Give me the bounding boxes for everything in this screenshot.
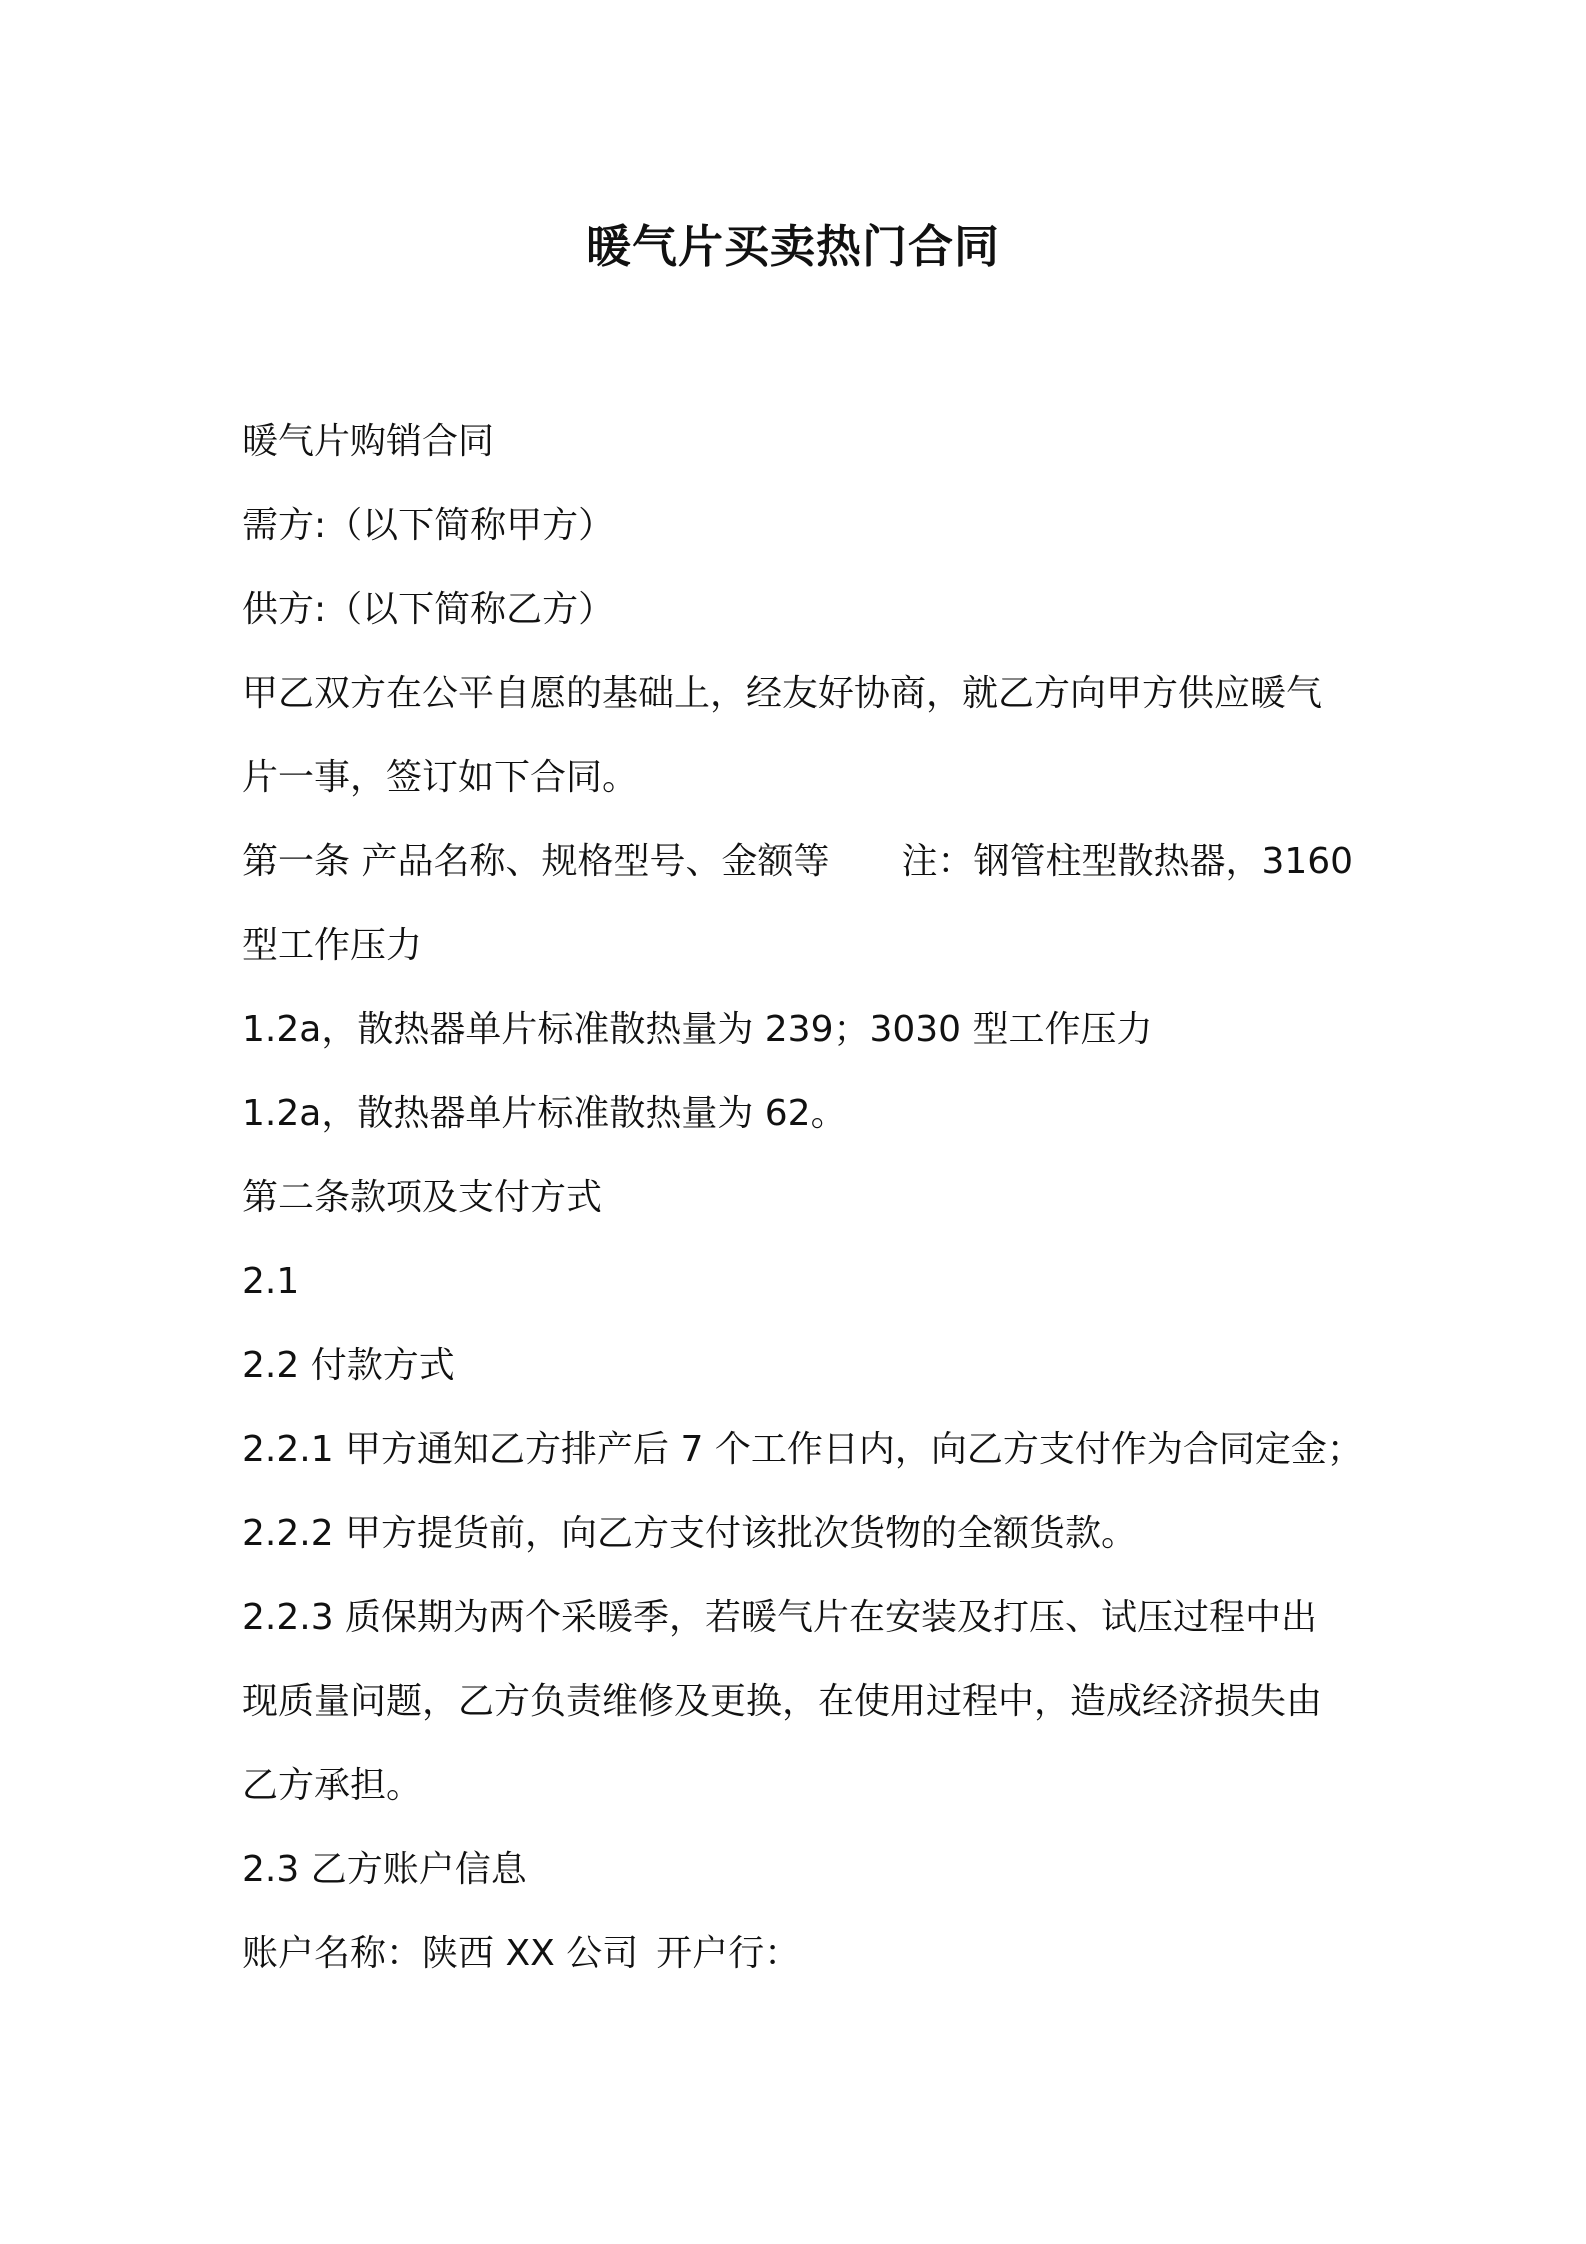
article-1-heading: 第一条 产品名称、规格型号、金额等 [242,841,830,882]
clause-2-2-1: 2.2.1 甲方通知乙方排产后 7 个工作日内，向乙方支付作为合同定金； [242,1429,1363,1470]
clause-2-2-3-line-2: 现质量问题，乙方负责维修及更换，在使用过程中，造成经济损失由 [242,1681,1323,1722]
clause-2-2-2: 2.2.2 甲方提货前，向乙方支付该批次货物的全额货款。 [242,1513,1138,1554]
article-1-line-4: 1.2a，散热器单片标准散热量为 62。 [242,1093,847,1134]
document-body [242,400,1372,1996]
buyer-line: 需方:（以下简称甲方） [242,505,615,546]
clause-2-1: 2.1 [242,1261,300,1302]
article-1-note: 注：钢管柱型散热器，3160 [901,841,1354,882]
supplier-line: 供方:（以下简称乙方） [242,589,615,630]
account-line [242,1912,1372,1996]
clause-2-3: 2.3 乙方账户信息 [242,1849,527,1890]
article-1-line-2: 型工作压力 [242,925,423,966]
document-title: 暖气片买卖热门合同 [585,220,1000,273]
contract-subtitle: 暖气片购销合同 [242,421,495,462]
account-name: 账户名称：陕西 XX 公司 [242,1933,639,1974]
clause-2-2-3-line-3: 乙方承担。 [242,1765,423,1806]
article-1-line [242,820,1372,904]
clause-2-2: 2.2 付款方式 [242,1345,455,1386]
article-1-line-3: 1.2a，散热器单片标准散热量为 239；3030 型工作压力 [242,1009,1153,1050]
article-2-heading: 第二条款项及支付方式 [242,1177,603,1218]
bank-label: 开户行： [656,1933,801,1974]
preamble-line-2: 片一事，签订如下合同。 [242,757,639,798]
clause-2-2-3-line-1: 2.2.3 质保期为两个采暖季，若暖气片在安装及打压、试压过程中出 [242,1597,1318,1638]
preamble-line-1: 甲乙双方在公平自愿的基础上，经友好协商，就乙方向甲方供应暖气 [242,673,1323,714]
